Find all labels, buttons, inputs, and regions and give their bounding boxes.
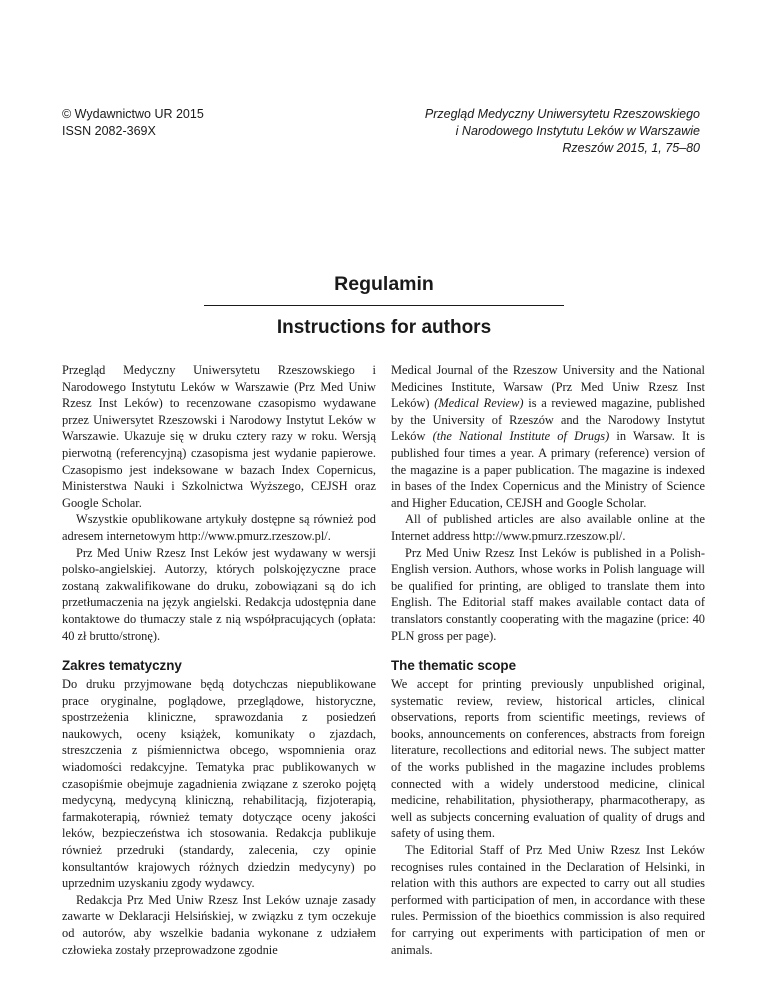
scope-column-polish bbox=[62, 676, 376, 958]
intro-column-polish bbox=[62, 362, 376, 644]
intro-paragraph: All of published articles are also available online at the Internet address http://www.pmurz.rzeszow.pl/. bbox=[391, 512, 705, 543]
issn-line: ISSN 2082-369X bbox=[62, 124, 156, 138]
title-divider bbox=[204, 305, 564, 306]
intro-paragraph bbox=[391, 362, 705, 511]
intro-paragraph: Przegląd Medyczny Uniwersytetu Rzeszowskiego i Narodowego Instytutu Leków w Warszawie (Prz Med Uniw Rzesz Inst Leków) to recenzowane czasopismo wydawane przez Uniwersytet Rzeszowski i Narodowy Instytut Leków w Warszawie. Ukazuje się w druku cztery razy w roku. Wersją pierwotną (referencyjną) czasopisma jest wydanie papierowe. Czasopismo jest indeksowane w bazach Index Copernicus, Ministerstwa Nauki i Szkolnictwa Wyższego, CEJSH oraz Google Scholar. bbox=[62, 363, 376, 510]
journal-name-line2: i Narodowego Instytutu Leków w Warszawie bbox=[455, 124, 700, 138]
publisher-info bbox=[62, 106, 204, 140]
text-run: in Warsaw. It is published four times a year. A primary (reference) version of the magazine is a paper publication. The magazine is indexed in bases of the Index Copernicus and the Ministry of Science and Higher Education, CEJSH and Google Scholar. bbox=[391, 429, 705, 510]
section-heading-english: The thematic scope bbox=[391, 658, 517, 673]
copyright-line: © Wydawnictwo UR 2015 bbox=[62, 107, 204, 121]
intro-paragraph: Prz Med Uniw Rzesz Inst Leków is published in a Polish-English version. Authors, whose works in Polish language will be qualified for printing, are obliged to translate them into English. The Editorial staff makes available contact data of translators constantly cooperating with the magazine (price: 40 PLN gross per page). bbox=[391, 545, 705, 643]
title-block bbox=[0, 272, 768, 340]
page-subtitle: Instructions for authors bbox=[276, 317, 492, 339]
scope-paragraph: Do druku przyjmowane będą dotychczas niepublikowane prace oryginalne, poglądowe, przeglądowe, historyczne, spostrzeżenia kliniczne, sprawozdania z posiedzeń naukowych, oceny książek, komunikaty o zjazdach, streszczenia z piśmiennictwa obcego, wspomnienia oraz wiadomości redakcyjne. Tematyka prac publikowanych w czasopiśmie obejmuje zagadnienia związane z szeroko pojętą medycyną, medycyną kliniczną, rehabilitacją, fizjoterapią, farmakoterapią, również tematy dotyczące oceny jakości leków, bezpieczeństwa ich stosowania. Redakcja publikuje również przedruki (standardy, zalecenia, czy opinie konsultantów krajowych różnych dziedzin medycyny) po uprzednim uzyskaniu zgody wydawcy. bbox=[62, 677, 376, 891]
intro-column-english bbox=[391, 362, 705, 644]
journal-name-line1: Przegląd Medyczny Uniwersytetu Rzeszowskiego bbox=[424, 107, 700, 121]
scope-paragraph: The Editorial Staff of Prz Med Uniw Rzesz Inst Leków recognises rules contained in the Declaration of Helsinki, in relation with this authors are expected to carry out all studies performed with participation of men, in accordance with these rules. Permission of the bioethics commission is also required for carrying out experiments with participation of men or animals. bbox=[391, 842, 705, 957]
issue-citation: Rzeszów 2015, 1, 75–80 bbox=[562, 141, 700, 155]
intro-paragraph: Prz Med Uniw Rzesz Inst Leków jest wydawany w wersji polsko-angielskiej. Autorzy, których polskojęzyczne prace zostaną zakwalifikowane do druku, zobowiązani są do ich przetłumaczenia na język angielski. Redakcja udostępnia dane kontaktowe do tłumaczy stale z nią współpracujących (opłata: 40 zł brutto/stronę). bbox=[62, 545, 376, 643]
section-heading-polish: Zakres tematyczny bbox=[62, 658, 182, 673]
scope-paragraph: Redakcja Prz Med Uniw Rzesz Inst Leków uznaje zasady zawarte w Deklaracji Helsińskiej, w związku z tym oczekuje od autorów, aby wszelkie badania wykonane z udziałem człowieka zostały przeprowadzone zgodnie bbox=[62, 892, 376, 957]
page-title: Regulamin bbox=[334, 273, 434, 295]
text-run-italic: (the National Institute of Drugs) bbox=[432, 429, 610, 444]
text-run: is a reviewed magazine, published by the University of Rzeszów and the Narodowy Instytut Leków bbox=[391, 396, 705, 444]
scope-column-english bbox=[391, 676, 705, 958]
text-run-italic: (Medical Review) bbox=[434, 396, 524, 411]
text-run: Medical Journal of the Rzeszow University and the National Medicines Institute, Warsaw (Prz Med Uniw Rzesz Inst Leków) bbox=[391, 363, 705, 411]
journal-info bbox=[425, 106, 700, 157]
intro-paragraph: Wszystkie opublikowane artykuły dostępne są również pod adresem internetowym http://www.pmurz.rzeszow.pl/. bbox=[62, 512, 376, 543]
scope-paragraph: We accept for printing previously unpublished original, systematic review, review, historical articles, clinical observations, reports from scientific meetings, reviews of books, announcements on conferences, abstracts from foreign literature, recollections and editorial news. The subject matter of the works published in the magazine includes problems connected with a widely understood medicine, clinical medicine, rehabilitation, physiotherapy, pharmacotherapy, as well as subjects concerning evaluation of quality of drugs and safety of using them. bbox=[391, 677, 705, 841]
